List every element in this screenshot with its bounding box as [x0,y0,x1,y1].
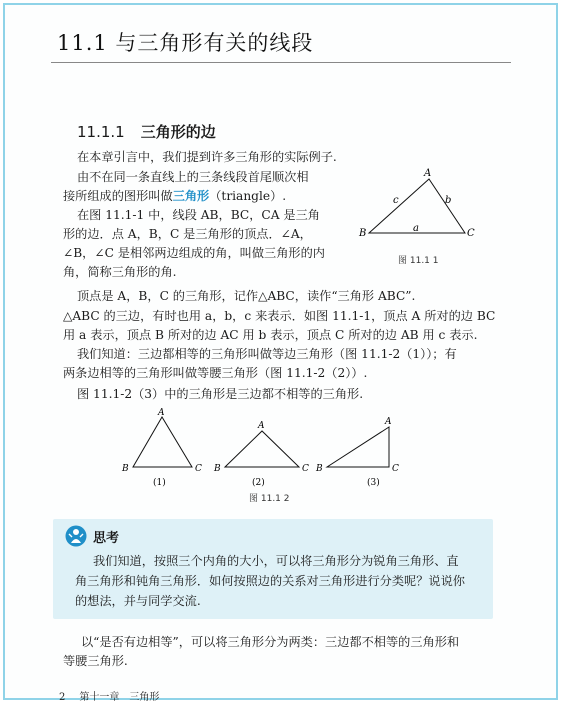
section-number: 11.1.1 [77,123,125,141]
fig2-3-label-b: B [316,464,323,474]
footer-chapter: 第十一章 三角形 [79,692,160,703]
chapter-title: 11.1 与三角形有关的线段 [57,31,314,55]
think-box [53,519,493,619]
title-divider [51,62,511,63]
paragraph-text: ∠B，∠C 是相邻两边组成的角，叫做三角形的内 [63,246,325,260]
paragraph-text: △ABC 的三边，有时也用 a，b，c 来表示．如图 11.1-1，顶点 A 所对的边 BC [63,309,496,323]
paragraph-text: 等腰三角形. [63,654,128,668]
paragraph-8 [63,633,503,671]
paragraph-text: 由不在同一条直线上的三条线段首尾顺次相 [77,170,309,184]
fig2-1-label-b: B [122,464,129,474]
figure-2-caption: 图 11.1 2 [249,494,290,504]
think-line: 的想法，并与同学交流. [75,594,201,608]
figure-1-caption: 图 11.1 1 [398,256,439,266]
paragraph-text: 两条边相等的三角形叫做等腰三角形（图 11.1-2（2））. [63,366,368,380]
paragraph-text: 角，简称三角形的角. [63,265,177,279]
think-line: 角三角形和钝角三角形．如何按照边的关系对三角形进行分类呢？说说你 [75,574,465,588]
think-line: 我们知道，按照三个内角的大小，可以将三角形分为锐角三角形、直 [93,554,459,568]
thinking-person-icon [65,525,87,547]
paragraph-text: 在本章引言中，我们提到许多三角形的实际例子. [77,150,337,164]
paragraph-text: 在图 11.1-1 中，线段 AB，BC，CA 是三角 [77,208,320,222]
vertex-label-b: B [359,228,367,239]
term-triangle: 三角形 [172,189,210,203]
equilateral-triangle [133,417,192,467]
side-label-a: a [413,223,419,234]
side-label-c: c [393,195,399,206]
fig2-2-label-a: A [258,421,265,431]
page-number: 2 [59,692,66,703]
paragraph-text: 形的边．点 A，B，C 是三角形的顶点．∠A， [63,227,312,241]
figure-11-1-2 [117,407,417,495]
fig2-2-label-c: C [302,464,309,474]
paragraph-6 [63,345,503,383]
paragraph-1 [77,148,337,167]
paragraph-text: 我们知道：三边都相等的三角形叫做等边三角形（图 11.1-2（1））；有 [77,347,457,361]
think-text [75,551,481,611]
paragraph-text: 图 11.1-2（3）中的三角形是三边都不相等的三角形. [77,387,364,401]
paragraph-text: 以“是否有边相等”，可以将三角形分为两类：三边都不相等的三角形和 [81,635,460,649]
paragraph-2 [63,168,349,206]
fig2-sub-2: (2) [252,478,265,488]
think-header [65,525,119,547]
textbook-page [5,5,556,703]
isosceles-triangle [225,431,299,467]
vertex-label-a: A [424,168,432,179]
fig2-sub-3: (3) [367,478,380,488]
figure-11-1-1 [357,165,487,245]
paragraph-text: 用 a 表示，顶点 B 所对的边 AC 用 b 表示，顶点 C 所对的边 AB 用 c 表示. [63,328,478,342]
think-title: 思考 [93,530,120,546]
vertex-label-c: C [467,228,475,239]
paragraph-5 [63,307,503,345]
side-label-b: b [445,195,452,206]
scalene-triangle [327,427,389,467]
paragraph-7 [77,385,363,404]
fig2-sub-1: (1) [153,478,166,488]
paragraph-text: 接所组成的图形叫做 [63,189,173,203]
section-heading [77,121,216,142]
paragraph-4 [77,287,415,306]
fig2-1-label-c: C [195,464,202,474]
section-title: 三角形的边 [140,123,216,141]
paragraph-text: 顶点是 A，B，C 的三角形，记作△ABC，读作“三角形 ABC”. [77,289,416,303]
fig2-3-label-c: C [392,464,399,474]
fig2-2-label-b: B [214,464,221,474]
fig2-3-label-a: A [385,417,392,427]
paragraph-text: （triangle）. [209,189,287,203]
page-footer [59,688,159,703]
paragraph-3 [63,206,353,282]
fig2-1-label-a: A [158,408,165,418]
